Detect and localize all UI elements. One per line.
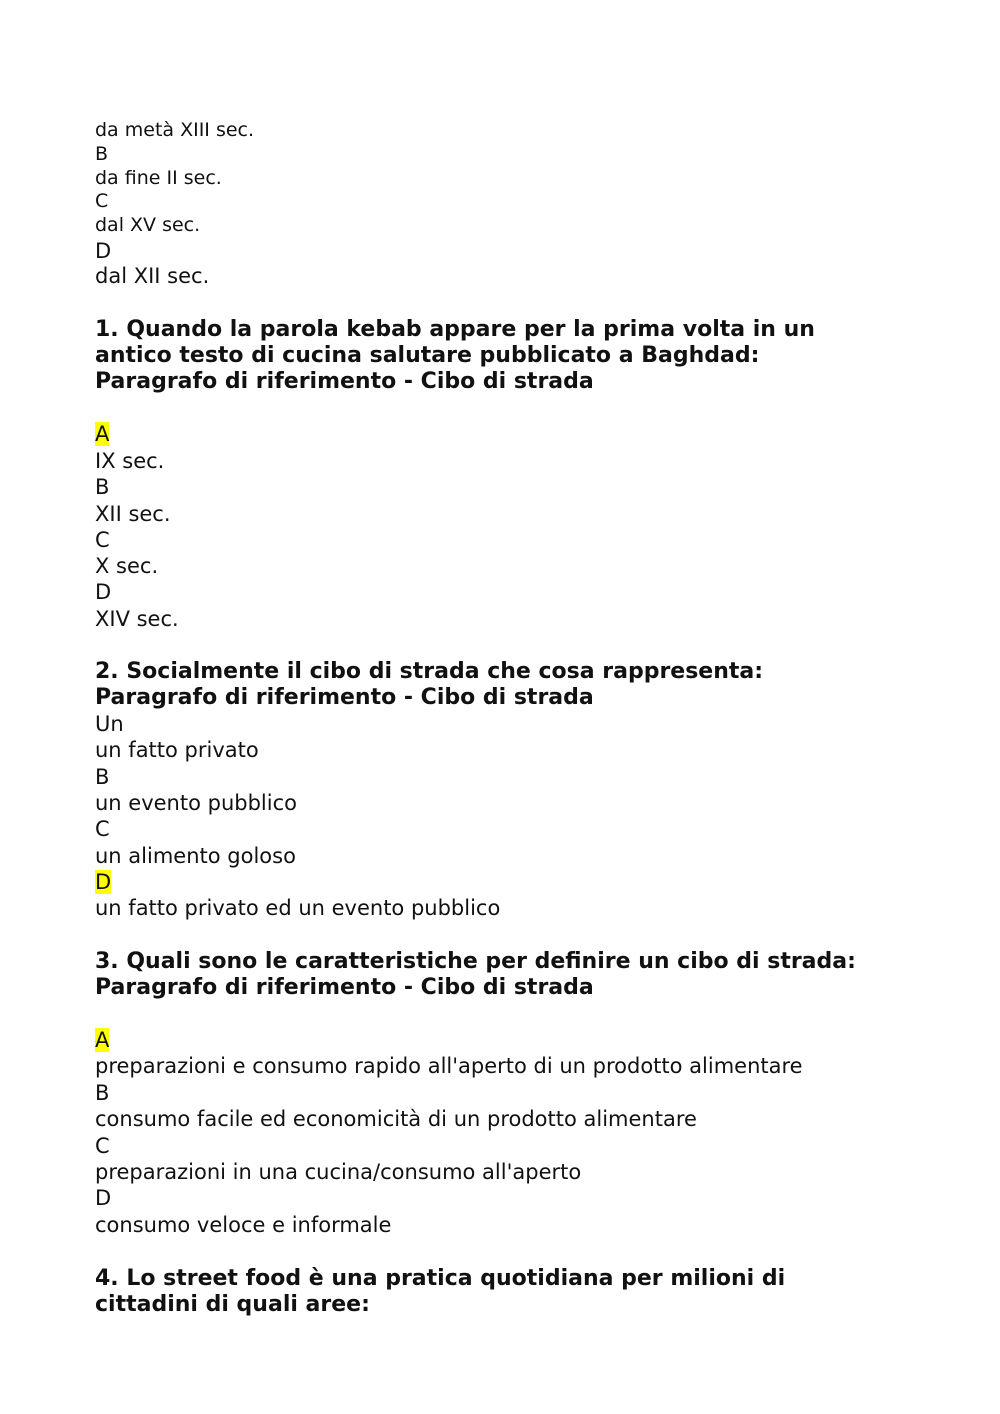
question-1-option-b-text: XII sec.: [95, 502, 171, 526]
question-3-option-a-letter: [95, 1030, 109, 1051]
question-4-title-line-2: cittadini di quali aree:: [95, 1292, 370, 1317]
question-3-option-a-text: preparazioni e consumo rapido all'aperto di un prodotto alimentare: [95, 1054, 803, 1078]
answer-highlight: A: [95, 422, 110, 446]
question-1-option-d-text: XIV sec.: [95, 607, 179, 631]
question-3-option-b-letter: B: [95, 1081, 110, 1105]
prev-option-d-letter: D: [95, 239, 112, 263]
question-2-option-a-letter: Un: [95, 712, 124, 736]
question-1-option-c-text: X sec.: [95, 554, 159, 578]
question-4-title-line-1: 4. Lo street food è una pratica quotidiana per milioni di: [95, 1266, 786, 1291]
question-1-reference: Paragrafo di riferimento - Cibo di strada: [95, 369, 594, 394]
question-1-title-line-1: 1. Quando la parola kebab appare per la prima volta in un: [95, 317, 815, 342]
question-1-option-a-letter: [95, 424, 109, 445]
question-2-title: 2. Socialmente il cibo di strada che cosa rappresenta:: [95, 659, 764, 684]
question-3-option-c-letter: C: [95, 1134, 110, 1158]
question-1-option-c-letter: C: [95, 528, 110, 552]
question-3-option-b-text: consumo facile ed economicità di un prodotto alimentare: [95, 1107, 697, 1131]
question-2-option-d-letter: [95, 872, 111, 893]
question-1-option-a-text: IX sec.: [95, 449, 165, 473]
question-3-option-c-text: preparazioni in una cucina/consumo all'aperto: [95, 1160, 582, 1184]
prev-option-c-letter: C: [95, 190, 109, 212]
question-2-option-d-text: un fatto privato ed un evento pubblico: [95, 896, 501, 920]
question-1-title-line-2: antico testo di cucina salutare pubblicato a Baghdad:: [95, 343, 760, 368]
prev-option-d-text: dal XII sec.: [95, 264, 210, 288]
question-3-title: 3. Quali sono le caratteristiche per definire un cibo di strada:: [95, 949, 856, 974]
question-2-option-c-text: un alimento goloso: [95, 844, 296, 868]
question-3-option-d-text: consumo veloce e informale: [95, 1213, 392, 1237]
prev-option-a-text: da metà XIII sec.: [95, 119, 255, 141]
question-1-option-b-letter: B: [95, 475, 110, 499]
question-1-option-d-letter: D: [95, 580, 112, 604]
question-2-option-b-text: un evento pubblico: [95, 791, 297, 815]
answer-highlight: D: [95, 870, 112, 894]
question-3-option-d-letter: D: [95, 1186, 112, 1210]
question-2-reference: Paragrafo di riferimento - Cibo di strada: [95, 685, 594, 710]
prev-option-b-letter: B: [95, 143, 109, 165]
prev-option-c-text: dal XV sec.: [95, 214, 201, 236]
answer-highlight: A: [95, 1028, 110, 1052]
question-2-option-a-text: un fatto privato: [95, 738, 259, 762]
question-2-option-c-letter: C: [95, 817, 110, 841]
question-2-option-b-letter: B: [95, 765, 110, 789]
prev-option-b-text: da fine II sec.: [95, 167, 222, 189]
question-3-reference: Paragrafo di riferimento - Cibo di strada: [95, 975, 594, 1000]
